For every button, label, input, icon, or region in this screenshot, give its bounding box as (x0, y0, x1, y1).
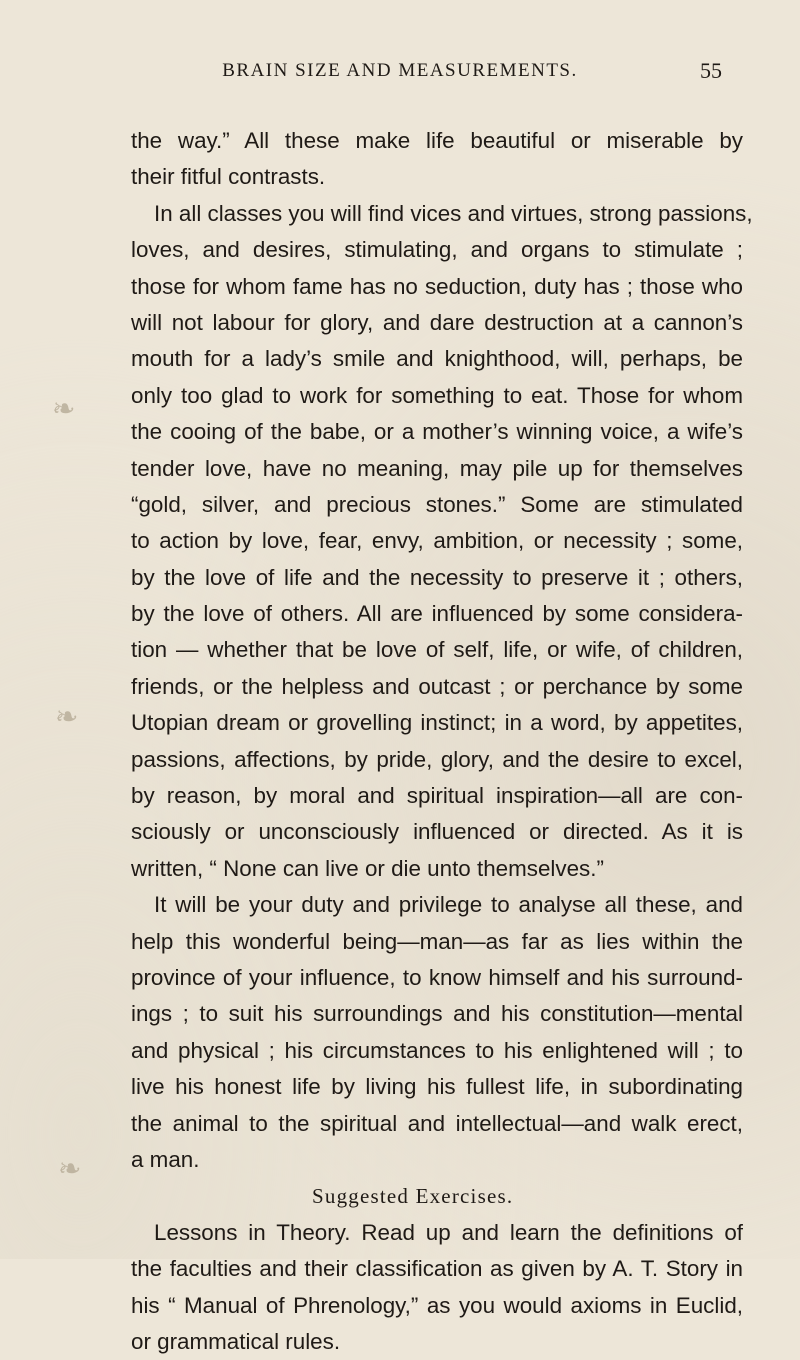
text-line: a man. (131, 1146, 200, 1172)
bleed-through-mark: ❧ (52, 392, 76, 425)
text-line: It will be your duty and privilege to analyse all these, and (154, 892, 743, 918)
text-line: will not labour for glory, and dare destruction at a cannon’s (131, 309, 743, 335)
section-heading: Suggested Exercises. (312, 1184, 514, 1209)
body-text (131, 123, 753, 1360)
text-line: the cooing of the babe, or a mother’s winning voice, a wife’s (131, 419, 743, 445)
text-line: by the love of life and the necessity to preserve it ; others, (131, 564, 743, 590)
bleed-through-mark: ❧ (55, 700, 79, 733)
text-line: friends, or the helpless and outcast ; or perchance by some (131, 673, 743, 699)
text-line: tender love, have no meaning, may pile up for themselves (131, 455, 743, 481)
bleed-through-mark: ❧ (58, 1152, 82, 1185)
page-number: 55 (700, 58, 722, 83)
text-line: sciously or unconsciously influenced or directed. As it is (131, 819, 743, 845)
text-line: mouth for a lady’s smile and knighthood, will, perhaps, be (131, 346, 743, 372)
text-line: “gold, silver, and precious stones.” Some are stimulated (131, 491, 743, 517)
text-line: only too glad to work for something to eat. Those for whom (131, 382, 743, 408)
text-line: by the love of others. All are influenced by some considera- (131, 601, 743, 627)
text-line: the faculties and their classification as given by A. T. Story in (131, 1256, 743, 1282)
text-line: tion — whether that be love of self, life, or wife, of children, (131, 637, 743, 663)
text-line: his “ Manual of Phrenology,” as you would axioms in Euclid, (131, 1292, 743, 1318)
text-line: or grammatical rules. (131, 1328, 341, 1354)
text-line: the animal to the spiritual and intellectual—and walk erect, (131, 1110, 743, 1136)
text-line: live his honest life by living his fullest life, in subordinating (131, 1074, 743, 1100)
text-line: passions, affections, by pride, glory, and the desire to excel, (131, 746, 743, 772)
text-line: Utopian dream or grovelling instinct; in a word, by appetites, (131, 710, 743, 736)
running-head: BRAIN SIZE AND MEASUREMENTS. (222, 60, 578, 81)
text-line: the way.” All these make life beautiful or miserable by (131, 128, 743, 153)
text-line: loves, and desires, stimulating, and organs to stimulate ; (131, 237, 743, 263)
text-line: Lessons in Theory. Read up and learn the definitions of (154, 1219, 743, 1245)
text-line: In all classes you will find vices and virtues, strong passions, (154, 200, 753, 226)
text-line: written, “ None can live or die unto themselves.” (131, 855, 604, 881)
text-line: by reason, by moral and spiritual inspiration—all are con- (131, 783, 743, 809)
text-line: ings ; to suit his surroundings and his constitution—mental (131, 1001, 743, 1027)
text-line: and physical ; his circumstances to his enlightened will ; to (131, 1037, 743, 1063)
text-line: province of your influence, to know himself and his surround- (131, 964, 743, 990)
text-line: help this wonderful being—man—as far as lies within the (131, 928, 743, 954)
text-line: their fitful contrasts. (131, 164, 326, 190)
text-line: those for whom fame has no seduction, duty has ; those who (131, 273, 743, 299)
text-line: to action by love, fear, envy, ambition, or necessity ; some, (131, 528, 743, 554)
